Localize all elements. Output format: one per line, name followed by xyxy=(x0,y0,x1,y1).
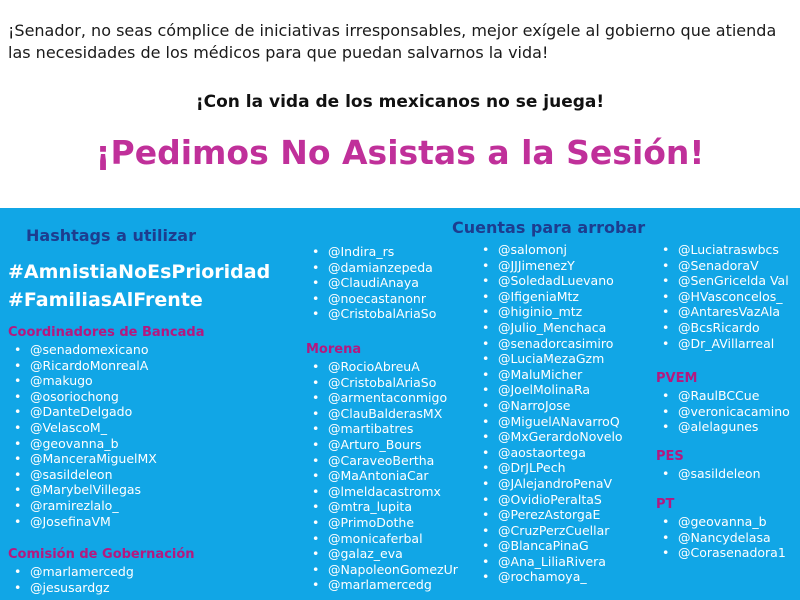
account-handle: • @makugo xyxy=(8,373,204,389)
account-handle: • @noecastanonr xyxy=(306,291,436,307)
headline: ¡Pedimos No Asistas a la Sesión! xyxy=(95,133,705,172)
account-handle: • @mtra_lupita xyxy=(306,499,458,515)
account-handle: • @PerezAstorgaE xyxy=(476,507,623,523)
account-handle: • @LuciaMezaGzm xyxy=(476,351,623,367)
account-handle: • @JosefinaVM xyxy=(8,514,204,530)
account-handle: • @geovanna_b xyxy=(8,436,204,452)
account-handle: • @CaraveoBertha xyxy=(306,453,458,469)
section-pes xyxy=(656,448,761,482)
account-handle: • @monicaferbal xyxy=(306,531,458,547)
column-3 xyxy=(476,242,623,585)
account-handle: • @rochamoya_ xyxy=(476,569,623,585)
column-4-top xyxy=(656,242,789,351)
account-handle: • @geovanna_b xyxy=(656,514,786,530)
account-handle: • @aostaortega xyxy=(476,445,623,461)
account-handle: • @OvidioPeraltaS xyxy=(476,492,623,508)
slogan: ¡Con la vida de los mexicanos no se juega! xyxy=(195,92,605,112)
account-handle: • @sasildeleon xyxy=(656,466,761,482)
account-handle: • @RicardoMonrealA xyxy=(8,358,204,374)
account-handle: • @VelascoM_ xyxy=(8,420,204,436)
column-2-top xyxy=(306,244,436,322)
account-handle: • @CristobalAriaSo xyxy=(306,306,436,322)
account-handle: • @SenGricelda Val xyxy=(656,273,789,289)
account-handle: • @damianzepeda xyxy=(306,260,436,276)
account-handle: • @galaz_eva xyxy=(306,546,458,562)
account-handle: • @Julio_Menchaca xyxy=(476,320,623,336)
account-handle: • @MarybelVillegas xyxy=(8,482,204,498)
account-handle: • @osoriochong xyxy=(8,389,204,405)
section-pt xyxy=(656,496,786,561)
account-handle: • @CruzPerzCuellar xyxy=(476,523,623,539)
account-handle: • @JoelMolinaRa xyxy=(476,382,623,398)
account-handle: • @ClauBalderasMX xyxy=(306,406,458,422)
section-title: Coordinadores de Bancada xyxy=(8,325,205,340)
account-handle: • @marlamercedg xyxy=(306,577,458,593)
account-handle: • @Luciatraswbcs xyxy=(656,242,789,258)
section-title: PVEM xyxy=(656,371,698,386)
section-title: PT xyxy=(656,497,675,512)
account-handle: • @senadorcasimiro xyxy=(476,336,623,352)
account-handle: • @Arturo_Bours xyxy=(306,437,458,453)
section-gobernacion xyxy=(8,546,195,595)
account-list xyxy=(8,342,204,529)
header-section xyxy=(0,0,800,208)
account-handle: • @JAlejandroPenaV xyxy=(476,476,623,492)
account-list xyxy=(306,359,458,593)
account-handle: • @HVasconcelos_ xyxy=(656,289,789,305)
account-list xyxy=(656,388,790,435)
account-handle: • @RaulBCCue xyxy=(656,388,790,404)
account-handle: • @ramirezlalo_ xyxy=(8,498,204,514)
account-handle: • @jesusardgz xyxy=(8,580,195,596)
account-list xyxy=(656,514,786,561)
account-handle: • @DrJLPech xyxy=(476,460,623,476)
accounts-panel xyxy=(0,208,800,600)
account-handle: • @MaAntoniaCar xyxy=(306,468,458,484)
account-handle: • @sasildeleon xyxy=(8,467,204,483)
account-handle: • @Ana_LiliaRivera xyxy=(476,554,623,570)
section-coordinadores xyxy=(8,324,204,529)
account-handle: • @Indira_rs xyxy=(306,244,436,260)
account-handle: • @ManceraMiguelMX xyxy=(8,451,204,467)
account-handle: • @RocioAbreuA xyxy=(306,359,458,375)
section-morena xyxy=(306,341,458,593)
accounts-title: Cuentas para arrobar xyxy=(452,218,646,237)
account-handle: • @Corasenadora1 xyxy=(656,545,786,561)
account-handle: • @higinio_mtz xyxy=(476,304,623,320)
account-list xyxy=(8,564,195,595)
account-handle: • @Nancydelasa xyxy=(656,530,786,546)
account-handle: • @martibatres xyxy=(306,421,458,437)
account-handle: • @salomonj xyxy=(476,242,623,258)
section-title: Comisión de Gobernación xyxy=(8,547,195,562)
hashtag: #FamiliasAlFrente xyxy=(8,289,203,311)
section-title: PES xyxy=(656,449,684,464)
account-handle: • @MiguelANavarroQ xyxy=(476,414,623,430)
hashtag: #AmnistiaNoEsPrioridad xyxy=(8,261,271,283)
account-handle: • @SoledadLuevano xyxy=(476,273,623,289)
account-handle: • @veronicacamino xyxy=(656,404,790,420)
hashtags-list xyxy=(8,258,270,314)
account-handle: • @PrimoDothe xyxy=(306,515,458,531)
account-handle: • @DanteDelgado xyxy=(8,404,204,420)
account-handle: • @NapoleonGomezUr xyxy=(306,562,458,578)
account-handle: • @MxGerardoNovelo xyxy=(476,429,623,445)
account-handle: • @NarroJose xyxy=(476,398,623,414)
account-handle: • @JJJimenezY xyxy=(476,258,623,274)
section-title: Morena xyxy=(306,342,362,357)
account-handle: • @AntaresVazAla xyxy=(656,304,789,320)
account-list xyxy=(656,242,789,351)
account-handle: • @Dr_AVillarreal xyxy=(656,336,789,352)
hashtags-title: Hashtags a utilizar xyxy=(26,226,196,245)
account-handle: • @ClaudiAnaya xyxy=(306,275,436,291)
account-list xyxy=(476,242,623,585)
account-handle: • @SenadoraV xyxy=(656,258,789,274)
account-handle: • @lmeldacastromx xyxy=(306,484,458,500)
account-handle: • @marlamercedg xyxy=(8,564,195,580)
account-list xyxy=(306,244,436,322)
account-handle: • @BlancaPinaG xyxy=(476,538,623,554)
account-handle: • @BcsRicardo xyxy=(656,320,789,336)
account-handle: • @MaluMicher xyxy=(476,367,623,383)
account-handle: • @CristobalAriaSo xyxy=(306,375,458,391)
account-handle: • @armentaconmigo xyxy=(306,390,458,406)
account-handle: • @senadomexicano xyxy=(8,342,204,358)
account-handle: • @IfigeniaMtz xyxy=(476,289,623,305)
intro-text: ¡Senador, no seas cómplice de iniciativas irresponsables, mejor exígele al gobierno que atienda las necesidades de los médicos para que puedan salvarnos la vida! xyxy=(8,21,777,62)
section-pvem xyxy=(656,370,790,435)
account-handle: • @alelagunes xyxy=(656,419,790,435)
account-list xyxy=(656,466,761,482)
